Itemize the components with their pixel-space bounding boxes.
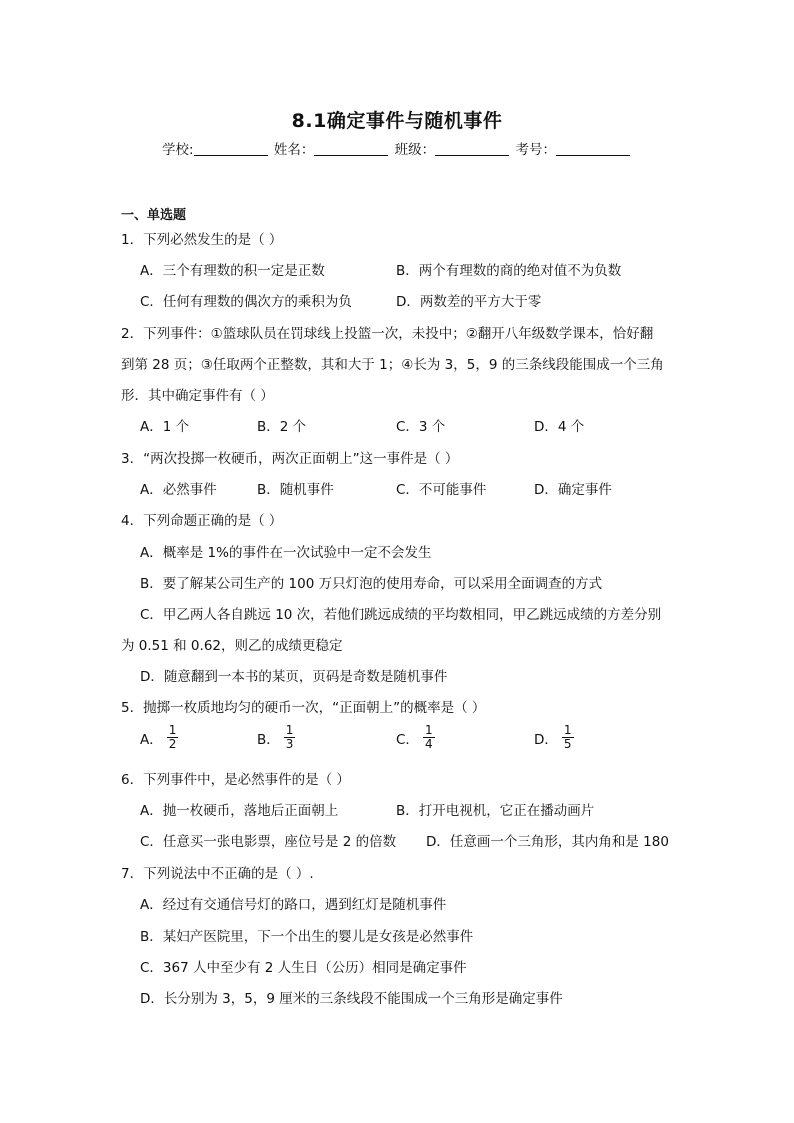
question-2-stem-line-3: 形．其中确定事件有（ ） xyxy=(121,388,274,404)
question-2-option-c: C．3 个 xyxy=(396,419,446,435)
class-label: 班级： xyxy=(394,142,436,158)
school-label: 学校: xyxy=(162,142,194,158)
question-2-option-b: B．2 个 xyxy=(257,419,307,435)
exam-no-label: 考号： xyxy=(515,142,556,158)
section-heading: 一、单选题 xyxy=(121,208,187,223)
exam-no-field[interactable] xyxy=(556,141,630,156)
student-info-row xyxy=(0,138,794,158)
question-1-option-c: C．任何有理数的偶次方的乘积为负 xyxy=(140,294,352,310)
question-5-option-b xyxy=(257,724,295,751)
name-label: 姓名： xyxy=(273,142,315,158)
question-7-option-b: B．某妇产医院里，下一个出生的婴儿是女孩是必然事件 xyxy=(140,929,474,945)
name-field[interactable] xyxy=(314,141,388,156)
question-6-option-b: B．打开电视机，它正在播动画片 xyxy=(396,803,595,819)
question-2-option-a: A．1 个 xyxy=(140,419,190,435)
fraction-denominator: 3 xyxy=(285,737,294,751)
fraction-denominator: 5 xyxy=(563,737,572,751)
question-4-stem: 4．下列命题正确的是（ ） xyxy=(121,513,283,529)
question-3-option-a: A．必然事件 xyxy=(140,482,217,498)
question-3-option-c: C．不可能事件 xyxy=(396,482,487,498)
question-5-option-c xyxy=(396,724,435,751)
option-label: B． xyxy=(257,731,280,748)
page-title: 8.1确定事件与随机事件 xyxy=(291,110,503,132)
question-1-option-d: D．两数差的平方大于零 xyxy=(396,294,542,310)
question-5-stem: 5．抛掷一枚质地均匀的硬币一次，“正面朝上”的概率是（ ） xyxy=(121,700,486,716)
question-2-stem-line-2: 到第 28 页；③任取两个正整数，其和大于 1；④长为 3，5，9 的三条线段能围成一个三角 xyxy=(121,357,664,373)
fraction-denominator: 4 xyxy=(424,737,433,751)
class-field[interactable] xyxy=(435,141,509,156)
question-3-option-d: D．确定事件 xyxy=(534,482,612,498)
fraction-numerator: 1 xyxy=(168,723,177,737)
fraction xyxy=(423,724,435,751)
question-4-option-b: B．要了解某公司生产的 100 万只灯泡的使用寿命，可以采用全面调查的方式 xyxy=(140,576,603,592)
question-7-option-c: C．367 人中至少有 2 人生日（公历）相同是确定事件 xyxy=(140,960,467,976)
question-1-stem: 1．下列必然发生的是（ ） xyxy=(121,232,283,248)
question-4-option-d: D．随意翻到一本书的某页，页码是奇数是随机事件 xyxy=(140,669,448,685)
option-label: D． xyxy=(534,731,558,748)
question-6-option-c: C．任意买一张电影票，座位号是 2 的倍数 xyxy=(140,834,397,850)
fraction xyxy=(167,724,179,751)
fraction xyxy=(562,724,574,751)
question-4-option-a: A．概率是 1%的事件在一次试验中一定不会发生 xyxy=(140,545,432,561)
question-4-option-c-line-1: C．甲乙两人各自跳远 10 次，若他们跳远成绩的平均数相同，甲乙跳远成绩的方差分别 xyxy=(140,607,662,623)
question-3-stem: 3．“两次投掷一枚硬币，两次正面朝上”这一事件是（ ） xyxy=(121,451,459,467)
question-2-option-d: D．4 个 xyxy=(534,419,585,435)
question-1-option-a: A．三个有理数的积一定是正数 xyxy=(140,263,325,279)
fraction-numerator: 1 xyxy=(424,723,433,737)
question-1-option-b: B．两个有理数的商的绝对值不为负数 xyxy=(396,263,622,279)
question-6-option-a: A．抛一枚硬币，落地后正面朝上 xyxy=(140,803,339,819)
question-7-stem: 7．下列说法中不正确的是（ ）. xyxy=(121,866,314,882)
option-label: A． xyxy=(140,731,163,748)
fraction-numerator: 1 xyxy=(563,723,572,737)
fraction-denominator: 2 xyxy=(168,737,177,751)
option-label: C． xyxy=(396,731,419,748)
question-5-option-a xyxy=(140,724,178,751)
fraction xyxy=(284,724,296,751)
question-2-stem-line-1: 2．下列事件：①篮球队员在罚球线上投篮一次，未投中；②翻开八年级数学课本，恰好翻 xyxy=(121,326,654,342)
question-5-option-d xyxy=(534,724,574,751)
question-6-option-d: D．任意画一个三角形，其内角和是 180 xyxy=(426,834,669,850)
question-6-stem: 6．下列事件中，是必然事件的是（ ） xyxy=(121,772,350,788)
fraction-numerator: 1 xyxy=(285,723,294,737)
question-4-option-c-line-2: 为 0.51 和 0.62，则乙的成绩更稳定 xyxy=(121,638,343,654)
question-7-option-d: D．长分别为 3，5，9 厘米的三条线段不能围成一个三角形是确定事件 xyxy=(140,991,563,1007)
question-3-option-b: B．随机事件 xyxy=(257,482,334,498)
question-7-option-a: A．经过有交通信号灯的路口，遇到红灯是随机事件 xyxy=(140,897,447,913)
school-field[interactable] xyxy=(194,141,268,156)
